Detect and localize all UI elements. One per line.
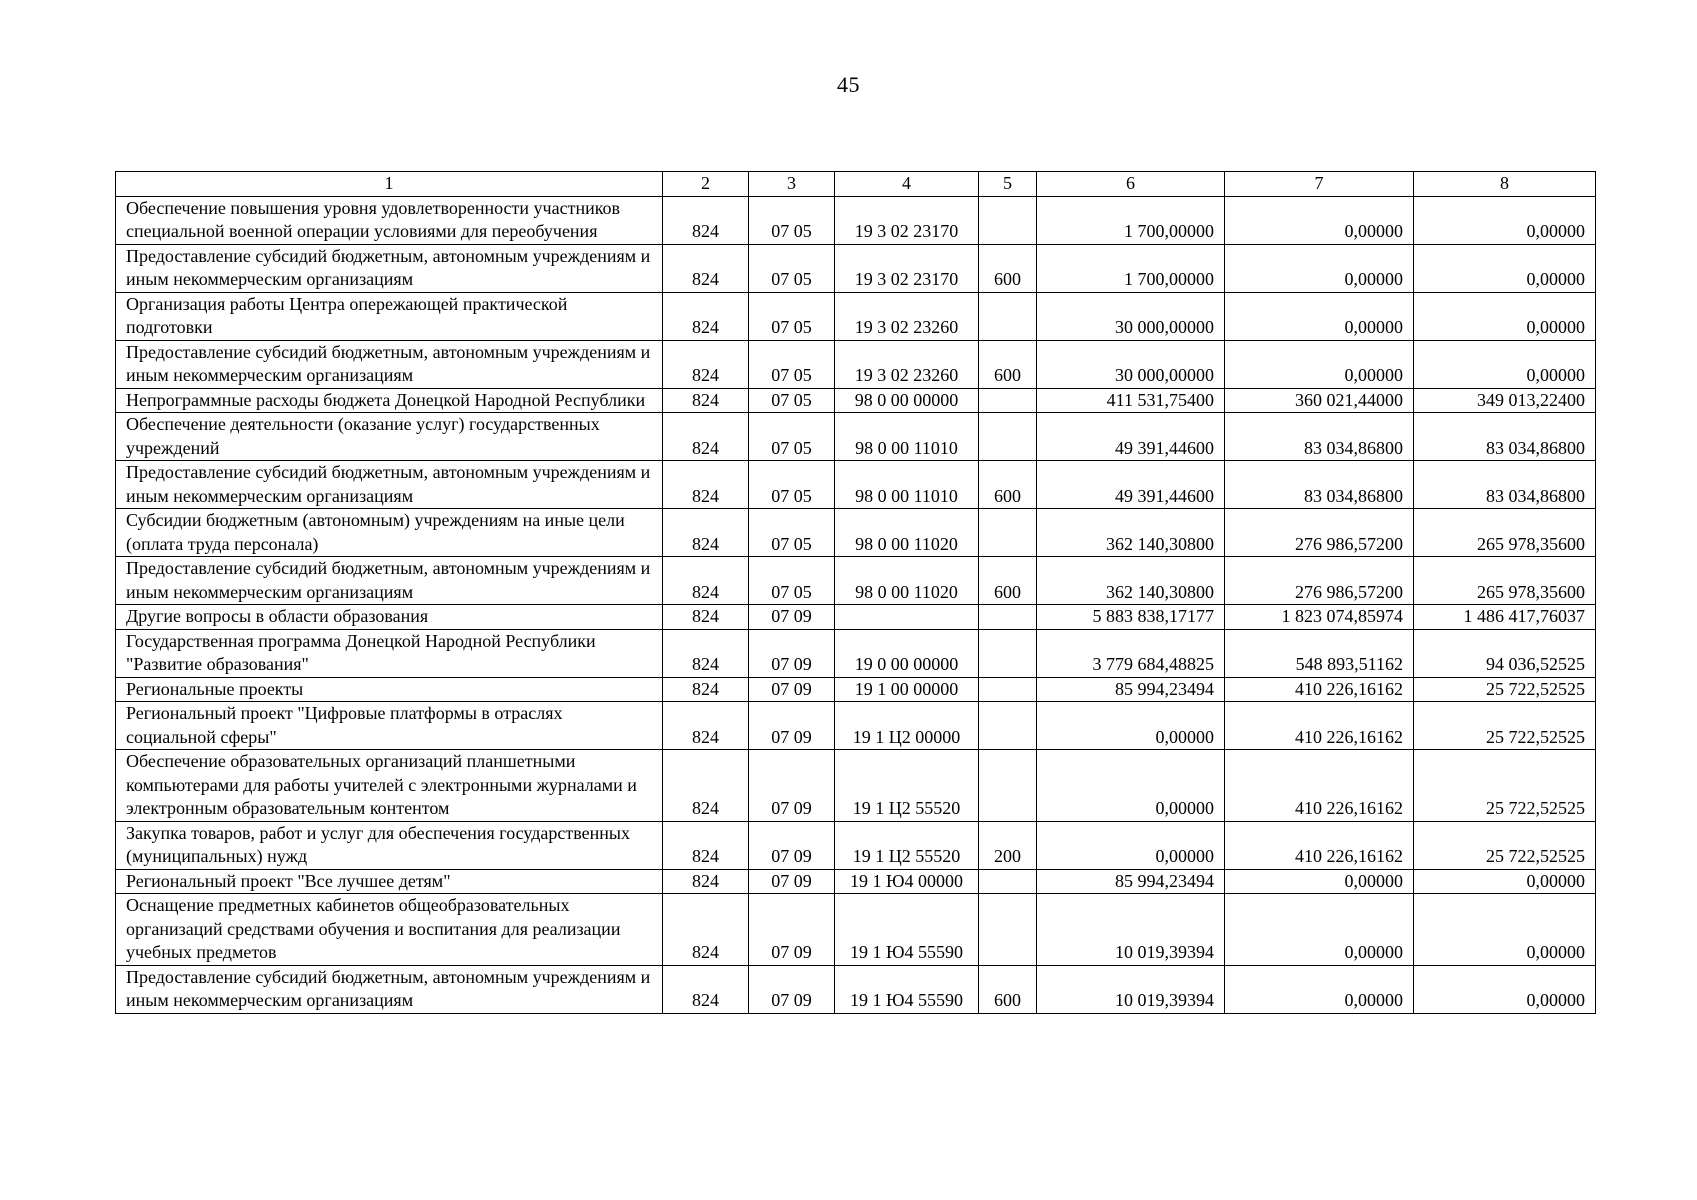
row-amount-col6: 3 779 684,48825: [1037, 629, 1225, 677]
row-section-code: 07 09: [749, 965, 835, 1013]
row-section-code: 07 05: [749, 340, 835, 388]
table-row: [116, 196, 1596, 244]
row-grbs-code: 824: [663, 292, 749, 340]
row-amount-col7: 0,00000: [1225, 244, 1414, 292]
table-row: [116, 461, 1596, 509]
row-amount-col6: 1 700,00000: [1037, 196, 1225, 244]
row-amount-col7: 276 986,57200: [1225, 557, 1414, 605]
row-expense-type: [979, 894, 1037, 966]
row-amount-col7: 548 893,51162: [1225, 629, 1414, 677]
row-amount-col6: 0,00000: [1037, 821, 1225, 869]
row-amount-col8: 94 036,52525: [1414, 629, 1596, 677]
row-amount-col8: 0,00000: [1414, 196, 1596, 244]
row-amount-col7: 410 226,16162: [1225, 677, 1414, 702]
table-row: [116, 677, 1596, 702]
row-grbs-code: 824: [663, 244, 749, 292]
row-amount-col8: 0,00000: [1414, 292, 1596, 340]
column-header-8: 8: [1414, 172, 1596, 197]
row-amount-col6: 30 000,00000: [1037, 292, 1225, 340]
row-target-code: 98 0 00 11010: [835, 413, 979, 461]
row-section-code: 07 09: [749, 629, 835, 677]
row-expense-type: 600: [979, 557, 1037, 605]
row-name: Оснащение предметных кабинетов общеобразовательных организаций средствами обучения и воспитания для реализации учебных предметов: [116, 894, 663, 966]
row-amount-col6: 85 994,23494: [1037, 677, 1225, 702]
row-expense-type: [979, 413, 1037, 461]
row-grbs-code: 824: [663, 677, 749, 702]
row-target-code: 19 1 Ц2 00000: [835, 702, 979, 750]
row-target-code: 19 3 02 23260: [835, 292, 979, 340]
row-name: Обеспечение повышения уровня удовлетворенности участников специальной военной операции условиями для переобучения: [116, 196, 663, 244]
row-target-code: 98 0 00 11020: [835, 557, 979, 605]
row-amount-col6: 10 019,39394: [1037, 965, 1225, 1013]
row-grbs-code: 824: [663, 629, 749, 677]
row-amount-col8: 25 722,52525: [1414, 702, 1596, 750]
row-amount-col6: 362 140,30800: [1037, 557, 1225, 605]
row-expense-type: 600: [979, 340, 1037, 388]
row-name: Предоставление субсидий бюджетным, автономным учреждениям и иным некоммерческим организациям: [116, 244, 663, 292]
row-target-code: 19 1 Ц2 55520: [835, 750, 979, 822]
table-row: [116, 821, 1596, 869]
row-amount-col7: 0,00000: [1225, 965, 1414, 1013]
row-target-code: 19 3 02 23260: [835, 340, 979, 388]
row-target-code: 19 3 02 23170: [835, 196, 979, 244]
row-name: Региональные проекты: [116, 677, 663, 702]
row-amount-col6: 49 391,44600: [1037, 461, 1225, 509]
row-section-code: 07 05: [749, 196, 835, 244]
row-amount-col7: 360 021,44000: [1225, 388, 1414, 413]
row-name: Субсидии бюджетным (автономным) учреждениям на иные цели (оплата труда персонала): [116, 509, 663, 557]
table-row: [116, 894, 1596, 966]
row-section-code: 07 09: [749, 869, 835, 894]
row-section-code: 07 05: [749, 413, 835, 461]
table-body: [116, 196, 1596, 1013]
row-expense-type: [979, 509, 1037, 557]
row-name: Другие вопросы в области образования: [116, 605, 663, 630]
row-expense-type: 600: [979, 965, 1037, 1013]
row-name: Региональный проект "Все лучшее детям": [116, 869, 663, 894]
header-row: [116, 172, 1596, 197]
table-header: [116, 172, 1596, 197]
row-amount-col6: 10 019,39394: [1037, 894, 1225, 966]
row-name: Организация работы Центра опережающей практической подготовки: [116, 292, 663, 340]
column-header-3: 3: [749, 172, 835, 197]
row-section-code: 07 05: [749, 244, 835, 292]
table-row: [116, 292, 1596, 340]
row-target-code: 19 1 Ю4 55590: [835, 894, 979, 966]
row-grbs-code: 824: [663, 340, 749, 388]
row-expense-type: [979, 292, 1037, 340]
row-amount-col8: 349 013,22400: [1414, 388, 1596, 413]
row-section-code: 07 09: [749, 750, 835, 822]
row-amount-col6: 411 531,75400: [1037, 388, 1225, 413]
row-amount-col8: 25 722,52525: [1414, 677, 1596, 702]
row-amount-col7: 0,00000: [1225, 292, 1414, 340]
row-name: Непрограммные расходы бюджета Донецкой Народной Республики: [116, 388, 663, 413]
row-target-code: 98 0 00 11020: [835, 509, 979, 557]
row-target-code: 98 0 00 00000: [835, 388, 979, 413]
row-amount-col8: 0,00000: [1414, 894, 1596, 966]
row-grbs-code: 824: [663, 388, 749, 413]
row-name: Государственная программа Донецкой Народной Республики "Развитие образования": [116, 629, 663, 677]
row-target-code: 98 0 00 11010: [835, 461, 979, 509]
row-amount-col8: 265 978,35600: [1414, 557, 1596, 605]
row-target-code: 19 1 Ю4 55590: [835, 965, 979, 1013]
row-expense-type: [979, 605, 1037, 630]
column-header-1: 1: [116, 172, 663, 197]
row-grbs-code: 824: [663, 702, 749, 750]
row-amount-col7: 410 226,16162: [1225, 750, 1414, 822]
row-name: Обеспечение деятельности (оказание услуг) государственных учреждений: [116, 413, 663, 461]
row-amount-col8: 83 034,86800: [1414, 461, 1596, 509]
row-amount-col8: 1 486 417,76037: [1414, 605, 1596, 630]
row-amount-col6: 0,00000: [1037, 702, 1225, 750]
row-section-code: 07 09: [749, 894, 835, 966]
row-name: Предоставление субсидий бюджетным, автономным учреждениям и иным некоммерческим организациям: [116, 461, 663, 509]
row-amount-col6: 85 994,23494: [1037, 869, 1225, 894]
row-grbs-code: 824: [663, 196, 749, 244]
row-amount-col8: 0,00000: [1414, 965, 1596, 1013]
row-section-code: 07 09: [749, 605, 835, 630]
row-amount-col7: 83 034,86800: [1225, 461, 1414, 509]
row-amount-col8: 0,00000: [1414, 244, 1596, 292]
table-row: [116, 509, 1596, 557]
row-name: Предоставление субсидий бюджетным, автономным учреждениям и иным некоммерческим организациям: [116, 557, 663, 605]
row-amount-col7: 0,00000: [1225, 196, 1414, 244]
row-expense-type: 600: [979, 461, 1037, 509]
row-grbs-code: 824: [663, 557, 749, 605]
row-grbs-code: 824: [663, 413, 749, 461]
row-grbs-code: 824: [663, 461, 749, 509]
row-name: Предоставление субсидий бюджетным, автономным учреждениям и иным некоммерческим организациям: [116, 340, 663, 388]
row-amount-col7: 0,00000: [1225, 869, 1414, 894]
row-section-code: 07 05: [749, 388, 835, 413]
row-target-code: 19 3 02 23170: [835, 244, 979, 292]
row-section-code: 07 05: [749, 557, 835, 605]
row-target-code: 19 1 Ю4 00000: [835, 869, 979, 894]
row-amount-col6: 5 883 838,17177: [1037, 605, 1225, 630]
table-row: [116, 244, 1596, 292]
row-expense-type: [979, 869, 1037, 894]
table-row: [116, 388, 1596, 413]
row-grbs-code: 824: [663, 509, 749, 557]
row-amount-col7: 0,00000: [1225, 894, 1414, 966]
table-row: [116, 413, 1596, 461]
row-amount-col6: 49 391,44600: [1037, 413, 1225, 461]
row-section-code: 07 09: [749, 702, 835, 750]
row-target-code: 19 0 00 00000: [835, 629, 979, 677]
row-grbs-code: 824: [663, 869, 749, 894]
row-amount-col6: 0,00000: [1037, 750, 1225, 822]
table-row: [116, 869, 1596, 894]
row-expense-type: [979, 677, 1037, 702]
row-grbs-code: 824: [663, 750, 749, 822]
row-amount-col8: 25 722,52525: [1414, 821, 1596, 869]
row-amount-col7: 410 226,16162: [1225, 821, 1414, 869]
row-target-code: 19 1 00 00000: [835, 677, 979, 702]
table-row: [116, 702, 1596, 750]
row-amount-col7: 0,00000: [1225, 340, 1414, 388]
row-section-code: 07 05: [749, 292, 835, 340]
row-target-code: [835, 605, 979, 630]
row-name: Региональный проект "Цифровые платформы в отраслях социальной сферы": [116, 702, 663, 750]
budget-table: [115, 171, 1596, 1014]
row-amount-col8: 0,00000: [1414, 869, 1596, 894]
row-grbs-code: 824: [663, 605, 749, 630]
row-section-code: 07 09: [749, 677, 835, 702]
row-expense-type: [979, 388, 1037, 413]
row-amount-col8: 265 978,35600: [1414, 509, 1596, 557]
row-amount-col6: 30 000,00000: [1037, 340, 1225, 388]
row-amount-col7: 410 226,16162: [1225, 702, 1414, 750]
column-header-6: 6: [1037, 172, 1225, 197]
row-grbs-code: 824: [663, 965, 749, 1013]
table-row: [116, 557, 1596, 605]
row-expense-type: [979, 702, 1037, 750]
row-name: Предоставление субсидий бюджетным, автономным учреждениям и иным некоммерческим организациям: [116, 965, 663, 1013]
column-header-4: 4: [835, 172, 979, 197]
row-target-code: 19 1 Ц2 55520: [835, 821, 979, 869]
column-header-7: 7: [1225, 172, 1414, 197]
row-section-code: 07 09: [749, 821, 835, 869]
table-row: [116, 629, 1596, 677]
row-expense-type: 200: [979, 821, 1037, 869]
row-name: Обеспечение образовательных организаций планшетными компьютерами для работы учителей с электронными журналами и электронным образовательным контентом: [116, 750, 663, 822]
row-expense-type: [979, 196, 1037, 244]
row-grbs-code: 824: [663, 894, 749, 966]
page-number: 45: [837, 72, 860, 97]
row-amount-col8: 0,00000: [1414, 340, 1596, 388]
table-row: [116, 605, 1596, 630]
column-header-2: 2: [663, 172, 749, 197]
row-expense-type: [979, 629, 1037, 677]
column-header-5: 5: [979, 172, 1037, 197]
row-amount-col7: 83 034,86800: [1225, 413, 1414, 461]
table-row: [116, 750, 1596, 822]
row-section-code: 07 05: [749, 509, 835, 557]
row-amount-col7: 1 823 074,85974: [1225, 605, 1414, 630]
row-expense-type: 600: [979, 244, 1037, 292]
row-grbs-code: 824: [663, 821, 749, 869]
row-amount-col6: 362 140,30800: [1037, 509, 1225, 557]
row-amount-col8: 83 034,86800: [1414, 413, 1596, 461]
table-row: [116, 340, 1596, 388]
table-row: [116, 965, 1596, 1013]
row-amount-col7: 276 986,57200: [1225, 509, 1414, 557]
row-name: Закупка товаров, работ и услуг для обеспечения государственных (муниципальных) нужд: [116, 821, 663, 869]
row-section-code: 07 05: [749, 461, 835, 509]
row-amount-col6: 1 700,00000: [1037, 244, 1225, 292]
row-expense-type: [979, 750, 1037, 822]
row-amount-col8: 25 722,52525: [1414, 750, 1596, 822]
